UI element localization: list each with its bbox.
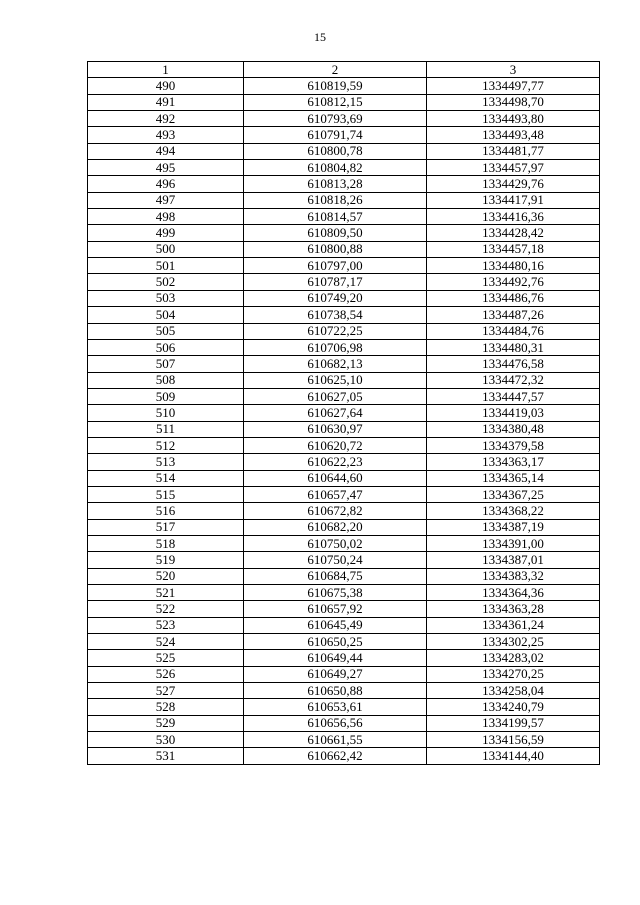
table-header (88, 62, 600, 78)
table-row (88, 388, 600, 404)
x-coordinate-cell: 610657,47 (244, 486, 427, 502)
x-coordinate-cell: 610657,92 (244, 601, 427, 617)
point-number-cell: 504 (88, 307, 244, 323)
table-row (88, 111, 600, 127)
point-number-cell: 519 (88, 552, 244, 568)
x-coordinate-cell: 610682,13 (244, 356, 427, 372)
table-row (88, 372, 600, 388)
table-row (88, 585, 600, 601)
y-coordinate-cell: 1334416,36 (427, 209, 600, 225)
y-coordinate-cell: 1334258,04 (427, 683, 600, 699)
point-number-cell: 510 (88, 405, 244, 421)
y-coordinate-cell: 1334486,76 (427, 290, 600, 306)
x-coordinate-cell: 610644,60 (244, 470, 427, 486)
table-row (88, 258, 600, 274)
point-number-cell: 524 (88, 634, 244, 650)
table-row (88, 339, 600, 355)
table-row (88, 241, 600, 257)
point-number-cell: 507 (88, 356, 244, 372)
x-coordinate-cell: 610722,25 (244, 323, 427, 339)
y-coordinate-cell: 1334493,80 (427, 111, 600, 127)
x-coordinate-cell: 610682,20 (244, 519, 427, 535)
x-coordinate-cell: 610661,55 (244, 732, 427, 748)
coordinates-table (87, 61, 600, 765)
y-coordinate-cell: 1334447,57 (427, 388, 600, 404)
table-row (88, 192, 600, 208)
y-coordinate-cell: 1334270,25 (427, 666, 600, 682)
point-number-cell: 530 (88, 732, 244, 748)
table-row (88, 699, 600, 715)
point-number-cell: 521 (88, 585, 244, 601)
table-row (88, 454, 600, 470)
x-coordinate-cell: 610684,75 (244, 568, 427, 584)
y-coordinate-cell: 1334391,00 (427, 535, 600, 551)
column-header-1: 1 (88, 62, 244, 78)
x-coordinate-cell: 610809,50 (244, 225, 427, 241)
point-number-cell: 522 (88, 601, 244, 617)
x-coordinate-cell: 610749,20 (244, 290, 427, 306)
y-coordinate-cell: 1334481,77 (427, 143, 600, 159)
y-coordinate-cell: 1334476,58 (427, 356, 600, 372)
x-coordinate-cell: 610738,54 (244, 307, 427, 323)
point-number-cell: 497 (88, 192, 244, 208)
x-coordinate-cell: 610620,72 (244, 437, 427, 453)
x-coordinate-cell: 610813,28 (244, 176, 427, 192)
table-body (88, 78, 600, 764)
point-number-cell: 495 (88, 160, 244, 176)
point-number-cell: 503 (88, 290, 244, 306)
table-row (88, 160, 600, 176)
x-coordinate-cell: 610622,23 (244, 454, 427, 470)
table-row (88, 732, 600, 748)
point-number-cell: 512 (88, 437, 244, 453)
y-coordinate-cell: 1334480,31 (427, 339, 600, 355)
point-number-cell: 520 (88, 568, 244, 584)
y-coordinate-cell: 1334156,59 (427, 732, 600, 748)
table-row (88, 356, 600, 372)
point-number-cell: 498 (88, 209, 244, 225)
point-number-cell: 493 (88, 127, 244, 143)
point-number-cell: 528 (88, 699, 244, 715)
table-row (88, 552, 600, 568)
x-coordinate-cell: 610818,26 (244, 192, 427, 208)
x-coordinate-cell: 610750,02 (244, 535, 427, 551)
x-coordinate-cell: 610630,97 (244, 421, 427, 437)
x-coordinate-cell: 610650,25 (244, 634, 427, 650)
table-row (88, 225, 600, 241)
table-row (88, 617, 600, 633)
point-number-cell: 500 (88, 241, 244, 257)
y-coordinate-cell: 1334487,26 (427, 307, 600, 323)
point-number-cell: 513 (88, 454, 244, 470)
point-number-cell: 527 (88, 683, 244, 699)
y-coordinate-cell: 1334302,25 (427, 634, 600, 650)
y-coordinate-cell: 1334492,76 (427, 274, 600, 290)
x-coordinate-cell: 610650,88 (244, 683, 427, 699)
table-row (88, 470, 600, 486)
table-row (88, 503, 600, 519)
table-row (88, 437, 600, 453)
point-number-cell: 511 (88, 421, 244, 437)
y-coordinate-cell: 1334199,57 (427, 715, 600, 731)
x-coordinate-cell: 610656,56 (244, 715, 427, 731)
table-row (88, 274, 600, 290)
table-row (88, 176, 600, 192)
table-row (88, 209, 600, 225)
column-header-2: 2 (244, 62, 427, 78)
x-coordinate-cell: 610649,44 (244, 650, 427, 666)
x-coordinate-cell: 610791,74 (244, 127, 427, 143)
y-coordinate-cell: 1334387,01 (427, 552, 600, 568)
y-coordinate-cell: 1334429,76 (427, 176, 600, 192)
y-coordinate-cell: 1334365,14 (427, 470, 600, 486)
table-row (88, 323, 600, 339)
point-number-cell: 506 (88, 339, 244, 355)
point-number-cell: 494 (88, 143, 244, 159)
point-number-cell: 531 (88, 748, 244, 764)
y-coordinate-cell: 1334387,19 (427, 519, 600, 535)
x-coordinate-cell: 610750,24 (244, 552, 427, 568)
table-row (88, 486, 600, 502)
y-coordinate-cell: 1334368,22 (427, 503, 600, 519)
table-row (88, 748, 600, 764)
y-coordinate-cell: 1334144,40 (427, 748, 600, 764)
x-coordinate-cell: 610627,64 (244, 405, 427, 421)
y-coordinate-cell: 1334484,76 (427, 323, 600, 339)
y-coordinate-cell: 1334472,32 (427, 372, 600, 388)
table-row (88, 143, 600, 159)
point-number-cell: 491 (88, 94, 244, 110)
x-coordinate-cell: 610706,98 (244, 339, 427, 355)
point-number-cell: 509 (88, 388, 244, 404)
table-header-row (88, 62, 600, 78)
x-coordinate-cell: 610814,57 (244, 209, 427, 225)
x-coordinate-cell: 610800,88 (244, 241, 427, 257)
table-row (88, 307, 600, 323)
point-number-cell: 515 (88, 486, 244, 502)
table-row (88, 94, 600, 110)
point-number-cell: 526 (88, 666, 244, 682)
x-coordinate-cell: 610812,15 (244, 94, 427, 110)
x-coordinate-cell: 610625,10 (244, 372, 427, 388)
x-coordinate-cell: 610819,59 (244, 78, 427, 94)
x-coordinate-cell: 610662,42 (244, 748, 427, 764)
column-header-3: 3 (427, 62, 600, 78)
y-coordinate-cell: 1334379,58 (427, 437, 600, 453)
point-number-cell: 529 (88, 715, 244, 731)
x-coordinate-cell: 610653,61 (244, 699, 427, 715)
x-coordinate-cell: 610645,49 (244, 617, 427, 633)
x-coordinate-cell: 610793,69 (244, 111, 427, 127)
x-coordinate-cell: 610804,82 (244, 160, 427, 176)
x-coordinate-cell: 610800,78 (244, 143, 427, 159)
y-coordinate-cell: 1334493,48 (427, 127, 600, 143)
y-coordinate-cell: 1334428,42 (427, 225, 600, 241)
y-coordinate-cell: 1334457,97 (427, 160, 600, 176)
point-number-cell: 505 (88, 323, 244, 339)
table-row (88, 568, 600, 584)
table-row (88, 650, 600, 666)
table-row (88, 601, 600, 617)
point-number-cell: 516 (88, 503, 244, 519)
point-number-cell: 523 (88, 617, 244, 633)
point-number-cell: 514 (88, 470, 244, 486)
y-coordinate-cell: 1334480,16 (427, 258, 600, 274)
x-coordinate-cell: 610649,27 (244, 666, 427, 682)
point-number-cell: 502 (88, 274, 244, 290)
table-row (88, 421, 600, 437)
table-row (88, 78, 600, 94)
point-number-cell: 501 (88, 258, 244, 274)
y-coordinate-cell: 1334383,32 (427, 568, 600, 584)
x-coordinate-cell: 610797,00 (244, 258, 427, 274)
x-coordinate-cell: 610787,17 (244, 274, 427, 290)
table-row (88, 519, 600, 535)
y-coordinate-cell: 1334498,70 (427, 94, 600, 110)
table-row (88, 683, 600, 699)
table-row (88, 290, 600, 306)
x-coordinate-cell: 610627,05 (244, 388, 427, 404)
table-row (88, 634, 600, 650)
table-row (88, 405, 600, 421)
point-number-cell: 496 (88, 176, 244, 192)
point-number-cell: 525 (88, 650, 244, 666)
table-row (88, 127, 600, 143)
point-number-cell: 490 (88, 78, 244, 94)
y-coordinate-cell: 1334457,18 (427, 241, 600, 257)
y-coordinate-cell: 1334367,25 (427, 486, 600, 502)
y-coordinate-cell: 1334364,36 (427, 585, 600, 601)
point-number-cell: 499 (88, 225, 244, 241)
point-number-cell: 517 (88, 519, 244, 535)
y-coordinate-cell: 1334497,77 (427, 78, 600, 94)
x-coordinate-cell: 610672,82 (244, 503, 427, 519)
table-row (88, 666, 600, 682)
y-coordinate-cell: 1334240,79 (427, 699, 600, 715)
point-number-cell: 492 (88, 111, 244, 127)
y-coordinate-cell: 1334361,24 (427, 617, 600, 633)
y-coordinate-cell: 1334419,03 (427, 405, 600, 421)
y-coordinate-cell: 1334363,28 (427, 601, 600, 617)
x-coordinate-cell: 610675,38 (244, 585, 427, 601)
y-coordinate-cell: 1334363,17 (427, 454, 600, 470)
table-row (88, 535, 600, 551)
page-number: 15 (314, 30, 326, 44)
table-row (88, 715, 600, 731)
y-coordinate-cell: 1334283,02 (427, 650, 600, 666)
y-coordinate-cell: 1334380,48 (427, 421, 600, 437)
y-coordinate-cell: 1334417,91 (427, 192, 600, 208)
point-number-cell: 518 (88, 535, 244, 551)
point-number-cell: 508 (88, 372, 244, 388)
